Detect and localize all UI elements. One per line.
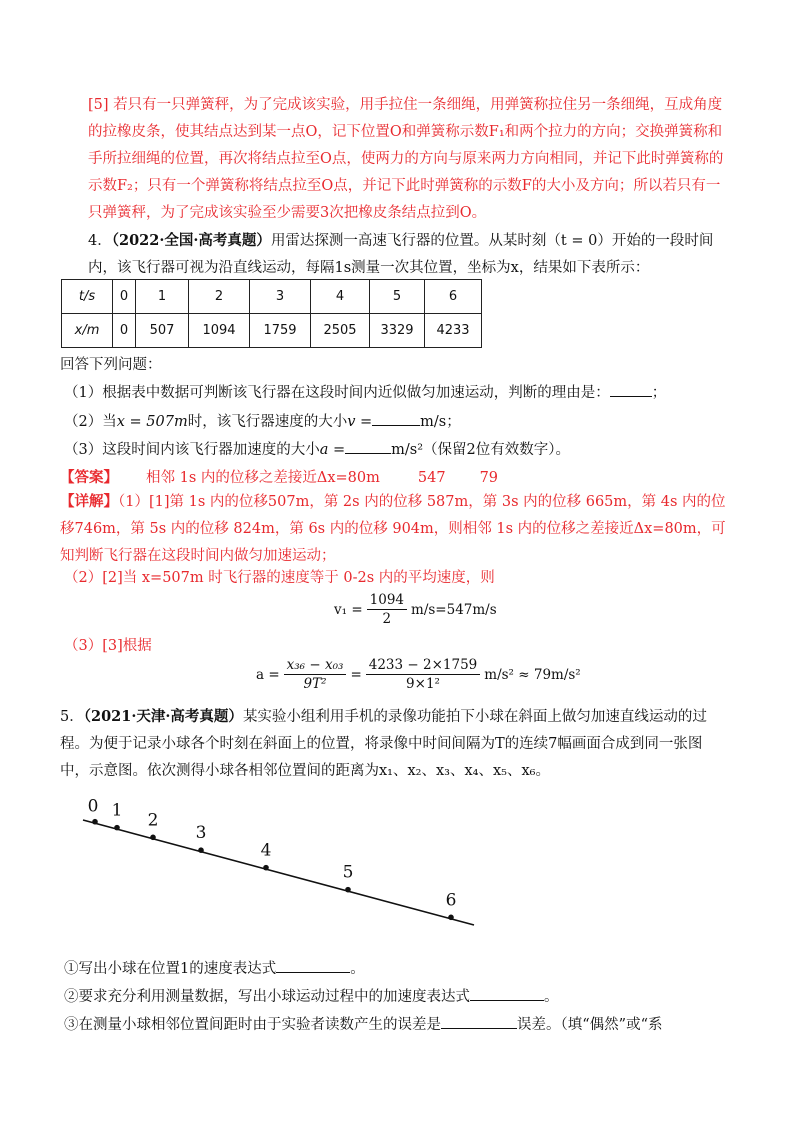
q4-sub3-unit: m/s² (391, 442, 424, 458)
table-cell: 3329 (370, 314, 425, 348)
q5-sub2-end: 。 (544, 989, 559, 1005)
formula-velocity (334, 592, 497, 627)
formula1-rhs: m/s=547m/s (411, 601, 497, 618)
formula2-num2: 4233 − 2×1759 (366, 657, 481, 675)
q4-prompt: 回答下列问题： (60, 357, 162, 373)
answer-3: 79 (479, 470, 499, 486)
formula-acceleration (256, 657, 581, 692)
q4-sub2-a: （2）当 (64, 414, 117, 430)
incline-line (83, 820, 474, 925)
q4-sub3-var: a = (319, 442, 346, 458)
q5-sub3 (64, 1012, 663, 1037)
table-cell: 2 (189, 280, 250, 314)
ball-position-6 (448, 915, 454, 921)
table-header-cell: x/m (62, 314, 113, 348)
formula2-fraction-1 (284, 657, 347, 692)
table-header-cell: t/s (62, 280, 113, 314)
answer-blank[interactable] (345, 437, 391, 454)
q5-stem-text: 某实验小组利用手机的录像功能拍下小球在斜面上做匀加速直线运动的过程。为便于记录小球各个时刻在斜面上的位置，将录像中时间间隔为T的连续7幅画面合成到同一张图中，示意图。依次测得小球各相邻位置间的距离为x₁、x₂、x₃、x₄、x₅、x₆。 (60, 709, 707, 779)
formula2-den2: 9×1² (406, 676, 440, 692)
formula2-num1: x₃₆ − x₀₃ (284, 657, 347, 675)
detail-1-text: （1）[1]第 1s 内的位移507m，第 2s 内的位移 587m，第 3s 内的位移 665m，第 4s 内的位移746m，第 5s 内的位移 824m，第 6s 内的位移 904m，则相邻 1s 内的位移之差接近Δx=80m，可知判断飞行器在这段时间内做匀加速运动； (60, 494, 726, 564)
q4-sub2 (64, 409, 461, 434)
formula2-fraction-2 (366, 657, 481, 692)
answer-blank[interactable] (441, 1012, 517, 1029)
table-cell: 1759 (250, 314, 311, 348)
q4-number: 4． (88, 233, 112, 249)
ball-position-1 (114, 825, 120, 831)
table-cell: 1094 (189, 314, 250, 348)
q4-data-table (61, 279, 482, 348)
q5-sub3-text: ③在测量小球相邻位置间距时由于实验者读数产生的误差是 (64, 1017, 441, 1033)
q4-sub2-b: 时，该飞行器速度的大小 (187, 414, 348, 430)
q5-sub3-end: 误差。（填“偶然”或“系 (517, 1017, 663, 1033)
table-row (62, 314, 482, 348)
position-label-0: 0 (87, 796, 99, 817)
answer-blank[interactable] (470, 984, 544, 1001)
q4-sub2-v: v = (347, 414, 373, 430)
q5-sub2 (64, 984, 559, 1009)
position-label-1: 1 (111, 800, 123, 821)
detail-label: 【详解】 (60, 493, 118, 510)
incline-figure (0, 790, 800, 940)
q5-sub1-text: ①写出小球在位置1的速度表达式 (64, 961, 277, 977)
q4-answer (60, 466, 498, 490)
table-cell: 4233 (425, 314, 482, 348)
table-cell: 6 (425, 280, 482, 314)
table-cell: 0 (113, 280, 136, 314)
q4-detail-2: （2）[2]当 x=507m 时飞行器的速度等于 0-2s 内的平均速度，则 (64, 570, 495, 586)
formula2-den1: 9T² (303, 676, 327, 692)
q5-source: （2021·天津·高考真题） (83, 708, 243, 725)
formula1-lhs: v₁ = (334, 601, 363, 618)
q4-sub1-text: （1）根据表中数据可判断该飞行器在这段时间内近似做匀加速运动，判断的理由是： (64, 385, 610, 401)
answer-2: 547 (417, 470, 446, 486)
q4-sub1-end: ； (651, 385, 667, 401)
q4-stem (88, 227, 728, 282)
formula2-eq: = (350, 666, 362, 683)
position-label-6: 6 (445, 890, 457, 911)
formula2-lhs: a = (256, 666, 280, 683)
table-cell: 0 (113, 314, 136, 348)
q4-sub3-a: （3）这段时间内该飞行器加速度的大小 (64, 442, 320, 458)
ball-position-0 (92, 819, 98, 825)
q4-sub2-unit: m/s； (420, 414, 461, 430)
table-row (62, 280, 482, 314)
q4-sub3 (64, 437, 570, 462)
q5-sub1-end: 。 (350, 961, 365, 977)
table-cell: 2505 (311, 314, 370, 348)
q3-part5-text: [5] 若只有一只弹簧秤，为了完成该实验，用手拉住一条细绳，用弹簧称拉住另一条细绳，互成角度的拉橡皮条，使其结点达到某一点O，记下位置O和弹簧称示数F₁和两个拉力的方向；交换弹簧称和手所拉细绳的位置，再次将结点拉至O点，使两力的方向与原来两力方向相同，并记下此时弹簧称的示数F₂；只有一个弹簧称将结点拉至O点，并记下此时弹簧称的示数F的大小及方向；所以若只有一只弹簧秤，为了完成该实验至少需要3次把橡皮条结点拉到O。 (88, 97, 724, 221)
formula1-den: 2 (382, 611, 392, 627)
q4-sub2-var: x = 507m (116, 414, 188, 430)
table-cell: 3 (250, 280, 311, 314)
answer-1: 相邻 1s 内的位移之差接近Δx=80m (146, 470, 380, 486)
answer-blank[interactable] (372, 409, 420, 426)
q5-number: 5． (60, 709, 84, 725)
ball-position-4 (263, 865, 269, 871)
table-cell: 5 (370, 280, 425, 314)
formula2-rhs: m/s² ≈ 79m/s² (484, 666, 581, 683)
q4-detail-1 (60, 488, 730, 570)
q4-detail-3: （3）[3]根据 (64, 638, 152, 654)
q4-source: （2022·全国·高考真题） (111, 232, 271, 249)
q4-sub3-end: （保留2位有效数字）。 (423, 442, 571, 458)
position-label-5: 5 (342, 862, 354, 883)
formula1-num: 1094 (367, 592, 407, 610)
q4-sub1 (64, 380, 666, 405)
answer-blank[interactable] (610, 380, 652, 397)
table-cell: 507 (136, 314, 189, 348)
formula1-fraction (367, 592, 407, 627)
table-cell: 4 (311, 280, 370, 314)
ball-position-5 (345, 887, 351, 893)
q5-stem (60, 703, 730, 785)
q5-sub2-text: ②要求充分利用测量数据，写出小球运动过程中的加速度表达式 (64, 989, 470, 1005)
position-label-4: 4 (260, 840, 272, 861)
q4-stem-text: 用雷达探测一高速飞行器的位置。从某时刻（t = 0）开始的一段时间内，该飞行器可视为沿直线运动，每隔1s测量一次其位置，坐标为x，结果如下表所示： (88, 233, 714, 276)
ball-position-3 (198, 847, 204, 853)
ball-position-2 (150, 834, 156, 840)
position-label-2: 2 (147, 810, 159, 831)
position-label-3: 3 (195, 823, 207, 844)
answer-label: 【答案】 (60, 469, 118, 486)
answer-blank[interactable] (276, 956, 350, 973)
q5-sub1 (64, 956, 365, 981)
table-cell: 1 (136, 280, 189, 314)
